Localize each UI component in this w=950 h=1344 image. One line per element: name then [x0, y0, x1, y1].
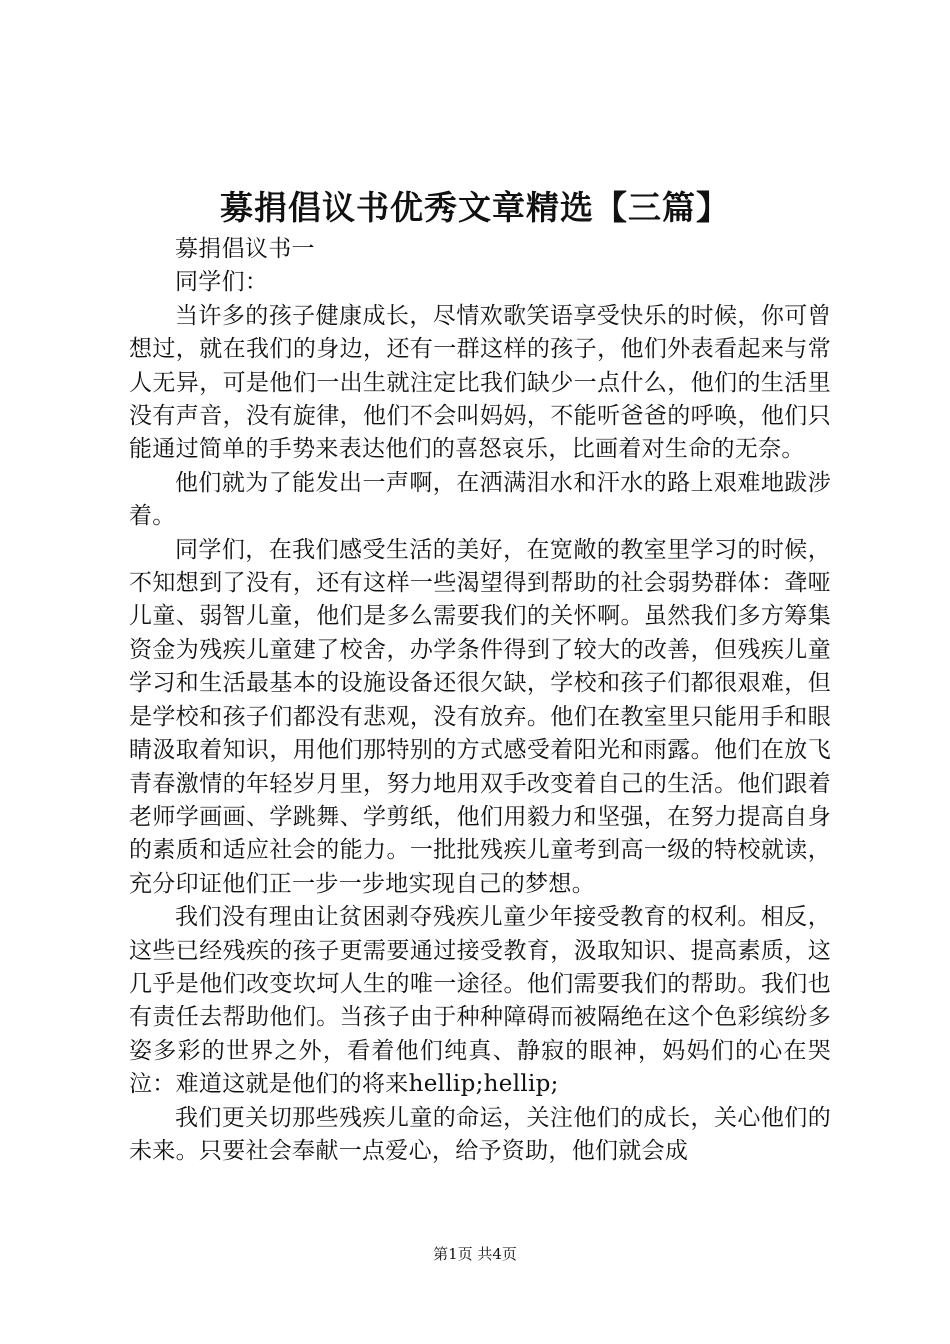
paragraph: 我们更关切那些残疾儿童的命运，关注他们的成长，关心他们的未来。只要社会奉献一点爱心，给予资助，他们就会成: [129, 1104, 831, 1164]
salutation: 同学们：: [175, 269, 269, 296]
paragraph: 当许多的孩子健康成长，尽情欢歌笑语享受快乐的时候，你可曾想过，就在我们的身边，还有一群这样的孩子，他们外表看起来与常人无异，可是他们一出生就注定比我们缺少一点什么，他们的生活里没有声音，没有旋律，他们不会叫妈妈，不能听爸爸的呼唤，他们只能通过简单的手势来表达他们的喜怒哀乐，比画着对生命的无奈。: [129, 302, 831, 463]
paragraph: 同学们，在我们感受生活的美好，在宽敞的教室里学习的时候，不知想到了没有，还有这样一些渴望得到帮助的社会弱势群体：聋哑儿童、弱智儿童，他们是多么需要我们的关怀啊。虽然我们多方筹集资金为残疾儿童建了校舍，办学条件得到了较大的改善，但残疾儿童学习和生活最基本的设施设备还很欠缺，学校和孩子们都很艰难，但是学校和孩子们都没有悲观，没有放弃。他们在教室里只能用手和眼睛汲取着知识，用他们那特别的方式感受着阳光和雨露。他们在放飞青春激情的年轻岁月里，努力地用双手改变着自己的生活。他们跟着老师学画画、学跳舞、学剪纸，他们用毅力和坚强，在努力提高自身的素质和适应社会的能力。一批批残疾儿童考到高一级的特校就读，充分印证他们正一步一步地实现自己的梦想。: [129, 536, 831, 897]
document-title: 募捐倡议书优秀文章精选【三篇】: [220, 188, 730, 227]
document-body: [129, 233, 831, 1168]
section-heading: 募捐倡议书一: [175, 236, 315, 262]
paragraph: 我们没有理由让贫困剥夺残疾儿童少年接受教育的权利。相反，这些已经残疾的孩子更需要通过接受教育，汲取知识、提高素质，这几乎是他们改变坎坷人生的唯一途径。他们需要我们的帮助。我们也有责任去帮助他们。当孩子由于种种障碍而被隔绝在这个色彩缤纷多姿多彩的世界之外，看着他们纯真、静寂的眼神，妈妈们的心在哭泣：难道这就是他们的将来hellip;hellip;: [129, 904, 831, 1098]
paragraph: 他们就为了能发出一声啊，在洒满泪水和汗水的路上艰难地跋涉着。: [129, 469, 831, 530]
page-footer: 第1页 共4页: [433, 1245, 517, 1263]
